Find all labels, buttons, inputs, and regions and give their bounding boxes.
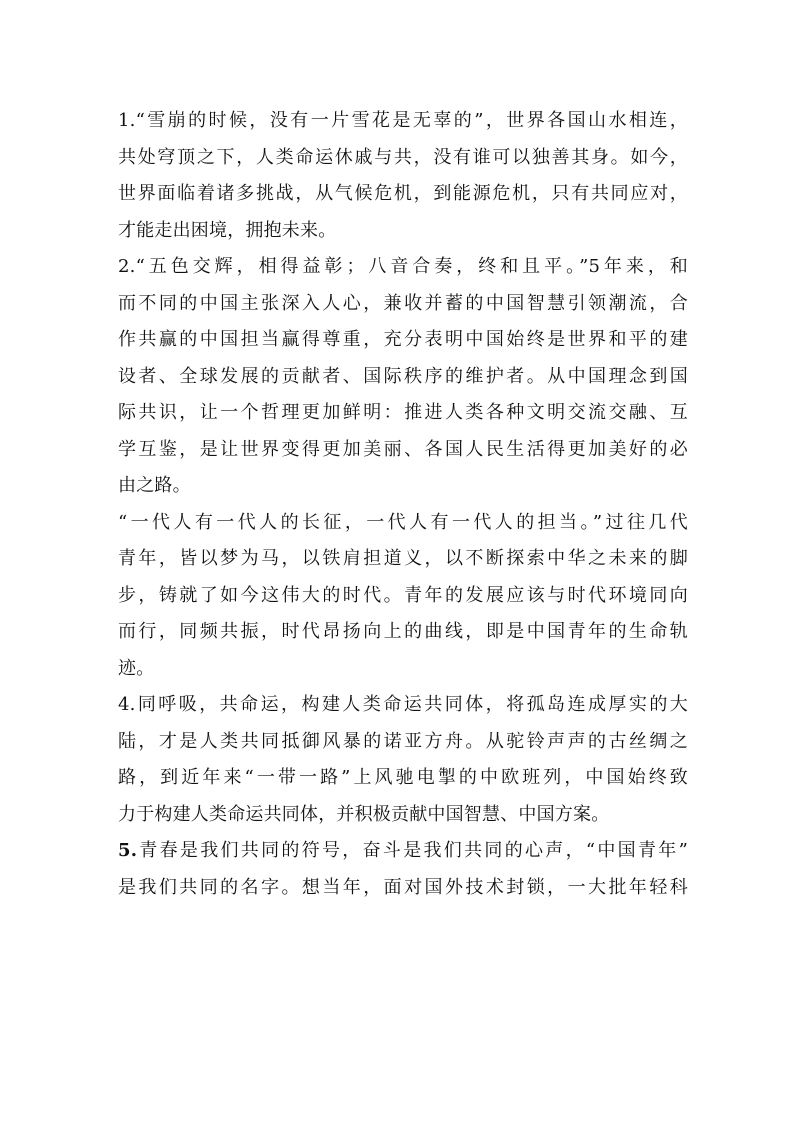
text-line: 而行，同频共振，时代昂扬向上的曲线，即是中国青年的生命轨 [118, 621, 688, 642]
text-line: 设者、全球发展的贡献者、国际秩序的维护者。从中国理念到国 [118, 365, 688, 387]
text-line: 由之路。 [118, 475, 191, 496]
text-line-content: 青春是我们共同的符号，奋斗是我们共同的心声，“中国青年” [137, 840, 688, 861]
text-line [118, 833, 688, 870]
paragraph-number: 5. [118, 840, 138, 861]
text-line: 共处穹顶之下，人类命运休戚与共，没有谁可以独善其身。如今， [118, 146, 688, 168]
paragraph-1 [118, 103, 688, 249]
text-line: 而不同的中国主张深入人心，兼收并蓄的中国智慧引领潮流，合 [118, 292, 688, 314]
text-line: “一代人有一代人的长征，一代人有一代人的担当。”过往几代 [118, 511, 688, 533]
text-line: 陆，才是人类共同抵御风暴的诺亚方舟。从驼铃声声的古丝绸之 [118, 730, 688, 752]
paragraph-3 [118, 505, 688, 688]
text-line: 学互鉴，是让世界变得更加美丽、各国人民生活得更加美好的必 [118, 438, 688, 460]
document-body [118, 103, 688, 906]
text-line: 才能走出困境，拥抱未来。 [118, 219, 337, 241]
text-line: 际共识，让一个哲理更加鲜明：推进人类各种文明交流交融、互 [118, 402, 688, 423]
paragraph-5 [118, 833, 688, 906]
text-line: 作共赢的中国担当赢得尊重，充分表明中国始终是世界和平的建 [118, 329, 688, 350]
text-line: 2.“五色交辉，相得益彰；八音合奏，终和且平。”5年来，和 [118, 256, 688, 277]
text-line: 4.同呼吸，共命运，构建人类命运共同体，将孤岛连成厚实的大 [118, 694, 688, 715]
text-line: 迹。 [118, 657, 155, 679]
text-line: 力于构建人类命运共同体，并积极贡献中国智慧、中国方案。 [118, 803, 610, 825]
text-line: 步，铸就了如今这伟大的时代。青年的发展应该与时代环境同向 [118, 584, 688, 606]
paragraph-4 [118, 687, 688, 833]
text-line: 路，到近年来“一带一路”上风驰电掣的中欧班列，中国始终致 [118, 767, 688, 788]
text-line: 世界面临着诸多挑战，从气候危机，到能源危机，只有共同应对， [118, 183, 688, 204]
paragraph-2 [118, 249, 688, 505]
text-line: 是我们共同的名字。想当年，面对国外技术封锁，一大批年轻科 [118, 876, 688, 898]
text-line: 1.“雪崩的时候，没有一片雪花是无辜的”，世界各国山水相连， [118, 110, 688, 131]
text-line: 青年，皆以梦为马，以铁肩担道义，以不断探索中华之未来的脚 [118, 548, 688, 569]
